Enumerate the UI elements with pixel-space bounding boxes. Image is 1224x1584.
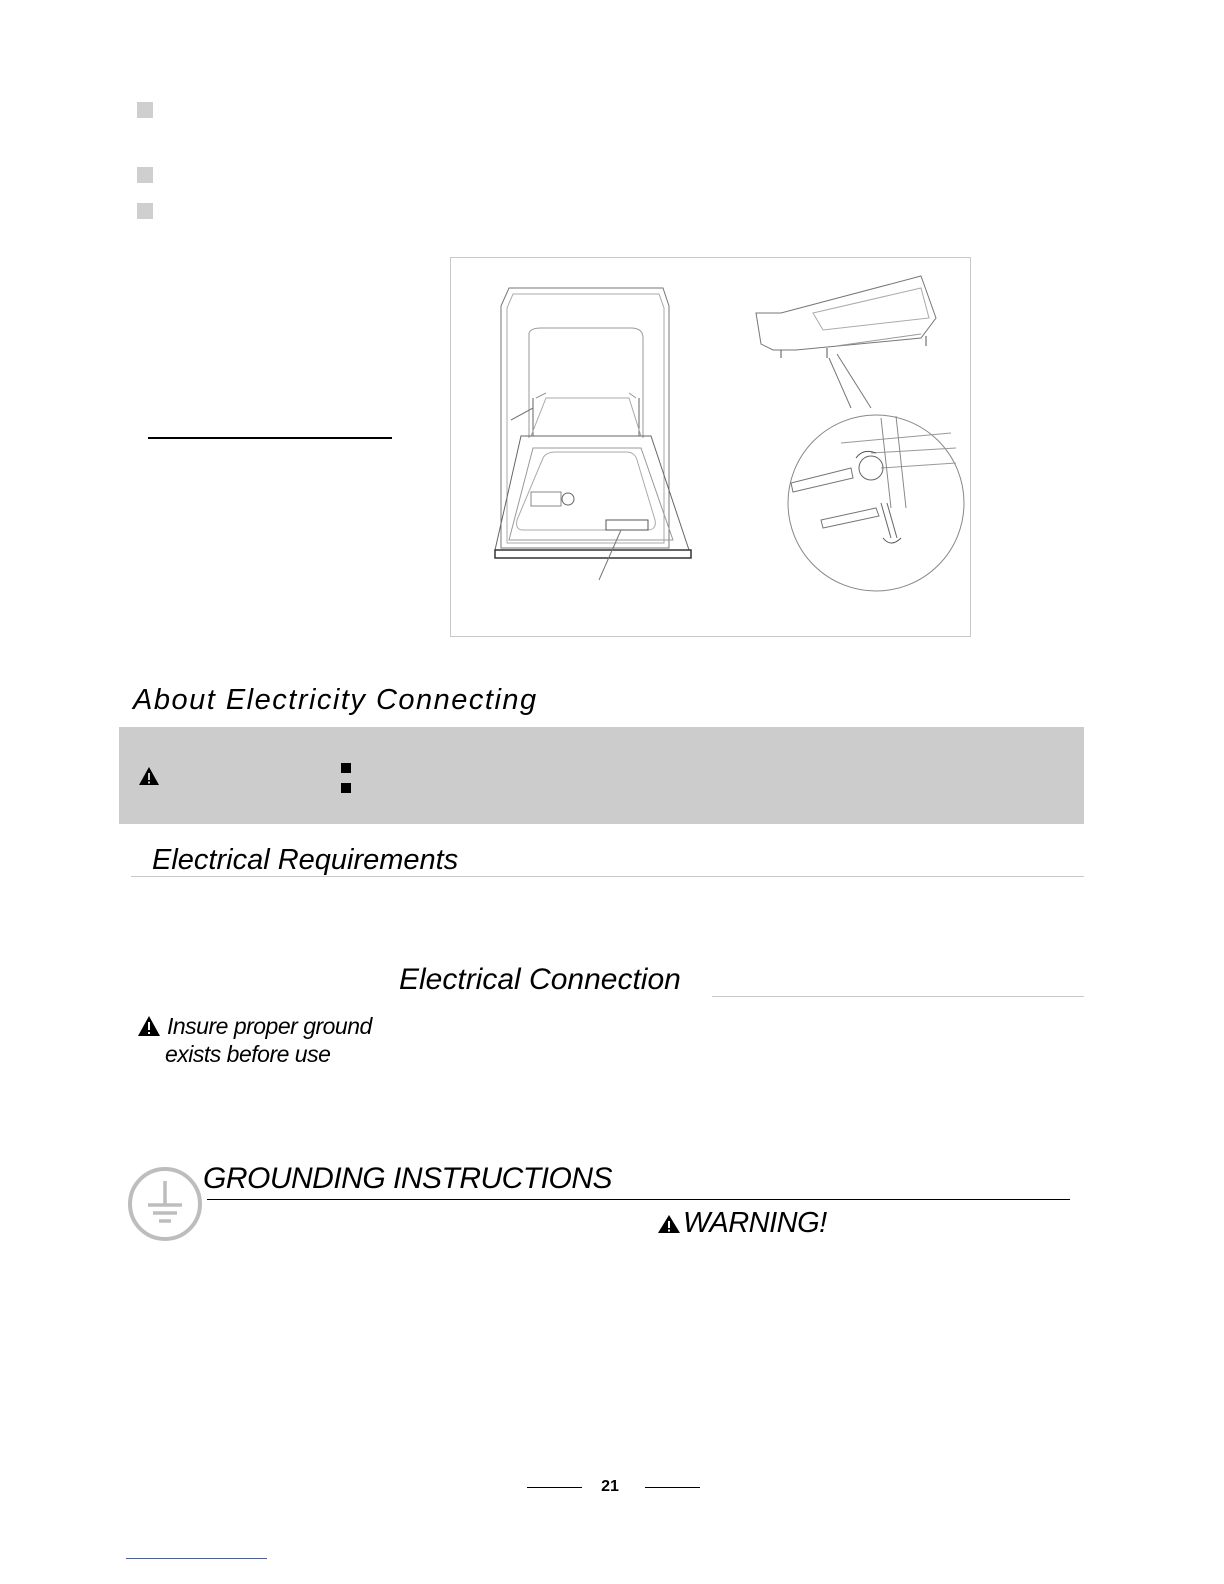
bullet-square — [137, 167, 153, 183]
warning-triangle-icon — [137, 1015, 161, 1037]
electrical-requirements-heading: Electrical Requirements — [152, 844, 459, 876]
section-rule — [207, 1199, 1070, 1200]
warning-triangle-icon — [138, 766, 160, 786]
bullet-square — [137, 203, 153, 219]
section-rule — [712, 996, 1084, 997]
ground-note-line2: exists before use — [165, 1041, 331, 1067]
colon-marker-icon — [341, 763, 351, 793]
warning-label — [657, 1207, 827, 1242]
installation-figure — [450, 257, 971, 637]
dishwasher-drawing — [451, 258, 970, 636]
footnote-rule — [126, 1558, 267, 1559]
grounding-instructions-heading: GROUNDING INSTRUCTIONS — [203, 1162, 612, 1195]
bullet-square — [137, 102, 153, 118]
electrical-connection-heading: Electrical Connection — [399, 963, 681, 996]
page-number: 21 — [601, 1478, 619, 1495]
ground-note-line1: Insure proper ground — [167, 1013, 372, 1039]
warning-text: WARNING! — [683, 1207, 827, 1239]
page-number-rule — [645, 1487, 700, 1488]
warning-bar — [119, 727, 1084, 824]
ground-symbol-icon — [126, 1165, 204, 1243]
ground-note — [137, 1012, 372, 1068]
warning-triangle-icon — [657, 1214, 681, 1234]
section-rule — [131, 876, 1084, 877]
about-electricity-heading: About Electricity Connecting — [133, 684, 538, 716]
page-number-rule — [527, 1487, 582, 1488]
label-underline — [148, 437, 392, 439]
